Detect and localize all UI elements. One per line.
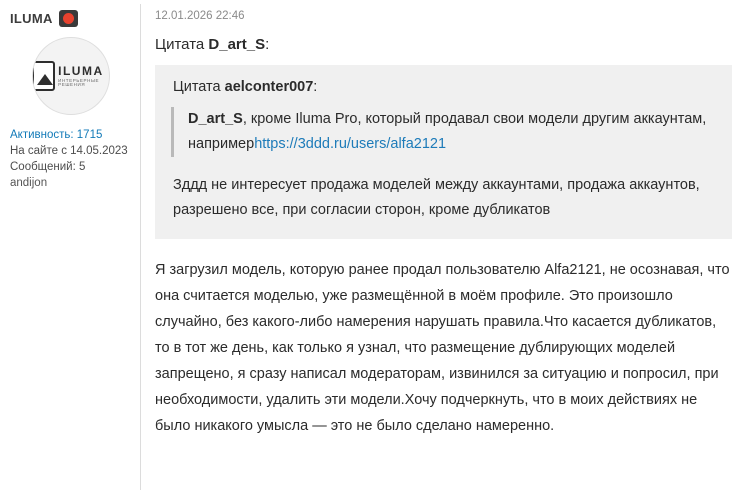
avatar-logo-text: ILUMA xyxy=(58,63,104,78)
inner-quote-text: , кроме Iluma Pro, который продавал свои модели другим аккаунтам, например xyxy=(188,111,707,152)
author-name[interactable]: ILUMA xyxy=(10,11,53,26)
post-timestamp: 12.01.2026 22:46 xyxy=(155,10,245,22)
outer-quote-label-prefix: Цитата xyxy=(155,36,209,53)
profile-link[interactable]: https://3ddd.ru/users/alfa2121 xyxy=(254,136,447,152)
inner-quote-author[interactable]: aelconter007 xyxy=(224,79,314,95)
author-member-since: На сайте с 14.05.2023 xyxy=(10,145,128,157)
inner-quote-label-suffix: : xyxy=(313,79,318,95)
inner-quote-label-prefix: Цитата xyxy=(173,79,225,95)
author-message-count: Сообщений: 5 xyxy=(10,161,86,173)
iluma-mark-icon xyxy=(32,61,55,91)
post-author-column xyxy=(0,0,140,490)
outer-quote-label xyxy=(155,36,732,53)
avatar-logo-subtext: ИНТЕРЬЕРНЫЕ РЕШЕНИЯ xyxy=(58,77,100,87)
inner-quote-paragraph xyxy=(188,107,718,157)
author-header xyxy=(10,10,132,27)
author-location: andijon xyxy=(10,177,48,189)
quote-block-inner xyxy=(171,107,718,157)
avatar-logo xyxy=(32,61,110,91)
avatar-logo-text-group xyxy=(58,65,110,88)
inner-quote-label xyxy=(173,79,718,95)
outer-quote-label-suffix: : xyxy=(265,36,270,53)
author-activity[interactable]: Активность: 1715 xyxy=(10,129,103,141)
post-body: Я загрузил модель, которую ранее продал пользователю Alfa2121, не осознавая, что она считается моделью, уже размещённой в моём профиле. Это произошло случайно, без какого-либо намерения нарушать правила.Что касается дубликатов, то в тот же день, как только я узнал, что размещение дублирующих моделей запрещено, я сразу написал модераторам, извинился за ситуацию и попросил, при необходимости, удалить эти модели.Хочу подчеркнуть, что в моих действиях не было никакого умысла — это не было сделано намеренно. xyxy=(155,262,730,434)
inner-quote-tail: Зддд не интересует продажа моделей между аккаунтами, продажа аккаунтов, разрешено все, при согласии сторон, кроме дубликатов xyxy=(173,177,700,218)
badge-dot xyxy=(63,13,74,24)
red-dot-badge-icon xyxy=(59,10,78,27)
inner-quote-mention[interactable]: D_art_S xyxy=(188,111,243,127)
quote-block-outer xyxy=(155,65,732,239)
avatar[interactable] xyxy=(32,37,110,115)
outer-quote-author[interactable]: D_art_S xyxy=(208,36,266,53)
post-content-column xyxy=(141,0,746,490)
